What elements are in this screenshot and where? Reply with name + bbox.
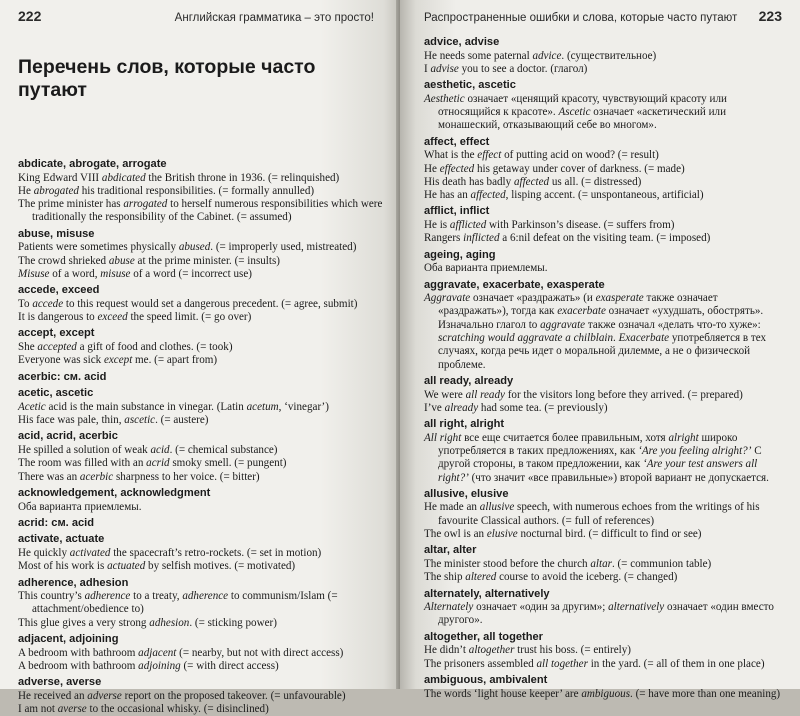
page-number: 222 (18, 8, 42, 24)
entry-headword: allusive, elusive (424, 487, 509, 500)
entry-headword: adverse, averse (18, 676, 102, 689)
left-page-header (18, 0, 386, 36)
entry-example: The room was filled with an acrid smoky smell. (= pungent) (18, 457, 287, 470)
entry-example: We were all ready for the visitors long before they arrived. (= prepared) (424, 388, 743, 401)
entry (424, 249, 782, 276)
entry (424, 418, 782, 485)
entry (18, 284, 386, 324)
entry-example: A bedroom with bathroom adjoining (= with direct access) (18, 659, 279, 672)
entry (18, 533, 386, 573)
entry-example: He spilled a solution of weak acid. (= chemical substance) (18, 444, 278, 457)
entry-example: Most of his work is actuated by selfish motives. (= motivated) (18, 560, 296, 573)
entry (424, 544, 782, 584)
entry-headword: acid, acrid, acerbic (18, 430, 118, 443)
entry-example: Rangers inflicted a 6:nil defeat on the visiting team. (= imposed) (424, 232, 711, 245)
entry (424, 488, 782, 541)
right-page-header (424, 0, 782, 36)
entry-example: He didn’t altogether trust his boss. (= entirely) (424, 644, 631, 657)
entry (424, 136, 782, 203)
entry-example: He made an allusive speech, with numerous echoes from the writings of his favourite Classical authors. (= full of references) (424, 501, 760, 527)
entry-example: All right все еще считается более правильным, хотя alright широко употребляется в таких предложениях, как ‘Are you feeling alright?’ С другой стороны, в таком предложении, как ‘Are your test answers all right?’ (что значит «все правильные») второй вариант не допускается. (424, 431, 769, 484)
entry-headword: activate, actuate (18, 533, 105, 546)
entry-example: He is afflicted with Parkinson’s disease. (= suffers from) (424, 219, 675, 232)
right-page (400, 0, 800, 700)
entry (18, 371, 386, 385)
entry (18, 517, 386, 531)
entry-example: I advise you to see a doctor. (глагол) (424, 62, 588, 75)
entry-headword: aggravate, exacerbate, exasperate (424, 278, 605, 291)
entry-headword: altar, alter (424, 544, 477, 557)
entry-example: Alternately означает «один за другим»; alternatively означает «один вместо другого». (424, 601, 774, 627)
entry-example: To accede to this request would set a dangerous precedent. (= agree, submit) (18, 297, 358, 310)
right-entry-list (424, 36, 782, 701)
entry-headword: acetic, ascetic (18, 387, 94, 400)
entry-headword: afflict, inflict (424, 205, 490, 218)
entry-headword: acknowledgement, acknowledgment (18, 486, 211, 499)
entry (18, 387, 386, 427)
entry-headword: accept, except (18, 327, 95, 340)
entry-example: He effected his getaway under cover of darkness. (= made) (424, 162, 685, 175)
entry-headword: all right, alright (424, 418, 505, 431)
entry-example: The words ‘light house keeper’ are ambiguous. (= have more than one meaning) (424, 687, 781, 700)
entry-example: Оба варианта приемлемы. (424, 262, 548, 275)
entry-example: I’ve already had some tea. (= previously) (424, 401, 608, 414)
entry-example: He needs some paternal advice. (существительное) (424, 49, 657, 62)
entry-headword: acerbic: см. acid (18, 370, 107, 383)
entry (18, 487, 386, 514)
entry-example: Patients were sometimes physically abused. (= improperly used, mistreated) (18, 241, 357, 254)
entry-headword: abuse, misuse (18, 227, 95, 240)
entry-example: The owl is an elusive nocturnal bird. (= difficult to find or see) (424, 528, 702, 541)
entry (18, 327, 386, 367)
entry-headword: altogether, all together (424, 630, 543, 643)
left-entry-list (18, 158, 386, 716)
entry-headword: affect, effect (424, 135, 490, 148)
running-head: Распространенные ошибки и слова, которые часто путают (424, 12, 738, 24)
entry (424, 36, 782, 76)
entry-example: The ship altered course to avoid the iceberg. (= changed) (424, 571, 678, 584)
entry-example: The minister stood before the church altar. (= communion table) (424, 557, 712, 570)
entry-headword: ageing, aging (424, 248, 496, 261)
entry-example: Оба варианта приемлемы. (18, 500, 142, 513)
page-number: 223 (758, 8, 782, 24)
entry (18, 430, 386, 483)
entry-example: What is the effect of putting acid on wood? (= result) (424, 149, 659, 162)
entry-example: Aggravate означает «раздражать» (и exasperate также означает «раздражать»), тогда как exacerbate означает «ухудшать, обострять». Изначально глагол to aggravate также означал «делать что-то хуже»: scratching would aggravate a chilblain. Exacerbate употребляется в тех случаях, когда речь идет о моральной дилемме, а не о физической проблеме. (424, 292, 767, 371)
entry (424, 375, 782, 415)
entry-example: Everyone was sick except me. (= apart from) (18, 354, 218, 367)
entry-example: He has an affected, lisping accent. (= unspontaneous, artificial) (424, 189, 704, 202)
entry (424, 79, 782, 132)
entry (424, 588, 782, 628)
entry-example: His face was pale, thin, ascetic. (= austere) (18, 414, 209, 427)
entry-headword: adherence, adhesion (18, 576, 129, 589)
entry-example: His death has badly affected us all. (= distressed) (424, 175, 642, 188)
entry-example: Acetic acid is the main substance in vinegar. (Latin acetum, ‘vinegar’) (18, 400, 329, 413)
entry (18, 228, 386, 281)
entry-headword: abdicate, abrogate, arrogate (18, 158, 167, 170)
entry-example: There was an acerbic sharpness to her voice. (= bitter) (18, 470, 260, 483)
entry-headword: accede, exceed (18, 284, 100, 297)
running-head: Английская грамматика – это просто! (174, 12, 374, 24)
entry-example: I am not averse to the occasional whisky. (= disinclined) (18, 703, 269, 716)
entry-example: Aesthetic означает «ценящий красоту, чувствующий красоту или относящийся к красоте». Ascetic означает «аскетический или монашеский, отказывающий себе во многом». (424, 92, 727, 132)
entry-example: She accepted a gift of food and clothes. (= took) (18, 341, 233, 354)
entry-headword: all ready, already (424, 374, 514, 387)
entry (18, 633, 386, 673)
entry-headword: ambiguous, ambivalent (424, 673, 548, 686)
entry-example: It is dangerous to exceed the speed limit. (= go over) (18, 311, 252, 324)
entry-headword: adjacent, adjoining (18, 633, 119, 646)
entry-example: He abrogated his traditional responsibilities. (= formally annulled) (18, 184, 315, 197)
entry (424, 279, 782, 372)
entry (18, 158, 386, 225)
entry (18, 577, 386, 630)
entry (424, 674, 782, 701)
entry-example: This glue gives a very strong adhesion. (= sticking power) (18, 616, 277, 629)
entry-example: This country’s adherence to a treaty, adherence to communism/Islam (= attachment/obedience to) (18, 590, 338, 616)
entry-example: Misuse of a word, misuse of a word (= incorrect use) (18, 267, 252, 280)
entry-example: He received an adverse report on the proposed takeover. (= unfavourable) (18, 689, 346, 702)
entry (424, 631, 782, 671)
section-title: Перечень слов, которые часто путают (18, 56, 316, 101)
entry-headword: aesthetic, ascetic (424, 79, 516, 92)
entry (424, 205, 782, 245)
entry-example: The prime minister has arrogated to herself numerous responsibilities which were traditionally the responsibility of the Cabinet. (= assumed) (18, 198, 383, 224)
entry-headword: advice, advise (424, 36, 500, 48)
entry-headword: acrid: см. acid (18, 516, 95, 529)
entry-example: A bedroom with bathroom adjacent (= nearby, but not with direct access) (18, 646, 344, 659)
entry-example: King Edward VIII abdicated the British throne in 1936. (= relinquished) (18, 171, 340, 184)
entry-example: He quickly activated the spacecraft’s retro-rockets. (= set in motion) (18, 546, 322, 559)
entry-headword: alternately, alternatively (424, 587, 550, 600)
entry (18, 676, 386, 716)
entry-example: The prisoners assembled all together in the yard. (= all of them in one place) (424, 657, 765, 670)
entry-example: The crowd shrieked abuse at the prime minister. (= insults) (18, 254, 280, 267)
